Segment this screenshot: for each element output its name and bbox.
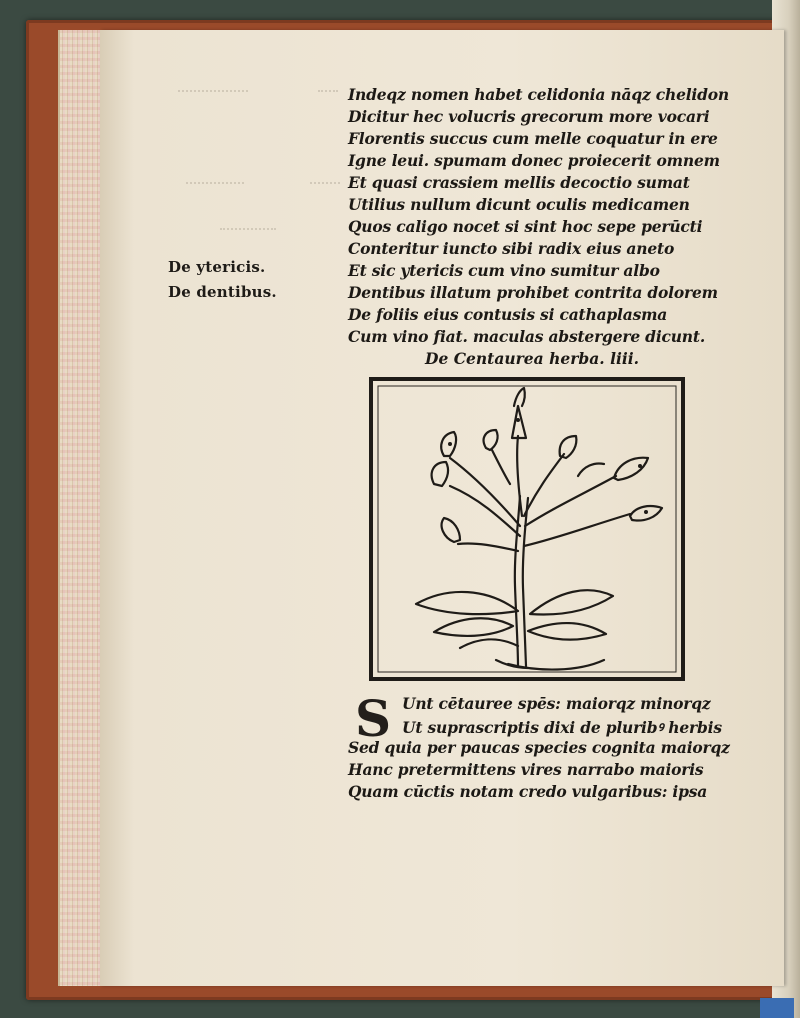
verse-line: Indeqz nomen habet celidonia nāqz chelidon: [348, 85, 729, 104]
verse-line: Quos caligo nocet si sint hoc sepe perūcti: [348, 217, 703, 236]
margin-note-dentibus: De dentibus.: [168, 283, 277, 301]
book-page: [100, 30, 784, 986]
verse-line: Et quasi crassiem mellis decoctio sumat: [348, 173, 690, 192]
verse-line: Et sic ytericis cum vino sumitur albo: [348, 261, 660, 280]
verse-line: Quam cūctis notam credo vulgaribus: ipsa: [348, 782, 708, 801]
show-through-text: [178, 90, 248, 104]
decorated-initial-letter: S: [354, 689, 392, 748]
verse-line: Dicitur hec volucris grecorum more vocari: [348, 107, 710, 126]
verse-line: Igne leui. spumam donec proiecerit omnem: [348, 151, 720, 170]
verse-line: Cum vino fiat. maculas abstergere dicunt.: [348, 327, 706, 346]
margin-note-ytericis: De ytericis.: [168, 258, 266, 276]
verse-line: De foliis eius contusis si cathaplasma: [348, 305, 668, 324]
verse-line: Sed quia per paucas species cognita maiorqz: [348, 738, 730, 757]
verse-line: Unt cētauree spēs: maiorqz minorqz: [402, 694, 711, 713]
show-through-text: [318, 90, 338, 104]
verse-line: Dentibus illatum prohibet contrita dolorem: [348, 283, 718, 302]
verse-line: Hanc pretermittens vires narrabo maioris: [348, 760, 704, 779]
verse-line: Utilius nullum dicunt oculis medicamen: [348, 195, 690, 214]
verse-line: Florentis succus cum melle coquatur in ere: [348, 129, 718, 148]
section-heading: De Centaurea herba. liii.: [425, 349, 640, 368]
show-through-text: [220, 228, 276, 242]
centaurea-woodcut-illustration: [368, 376, 686, 682]
verse-line: Ut suprascriptis dixi de pluribꝰ herbis: [402, 718, 722, 737]
show-through-text: [186, 182, 244, 196]
show-through-text: [310, 182, 340, 196]
blue-bookmark: [760, 998, 794, 1018]
verse-line: Conteritur iuncto sibi radix eius aneto: [348, 239, 675, 258]
